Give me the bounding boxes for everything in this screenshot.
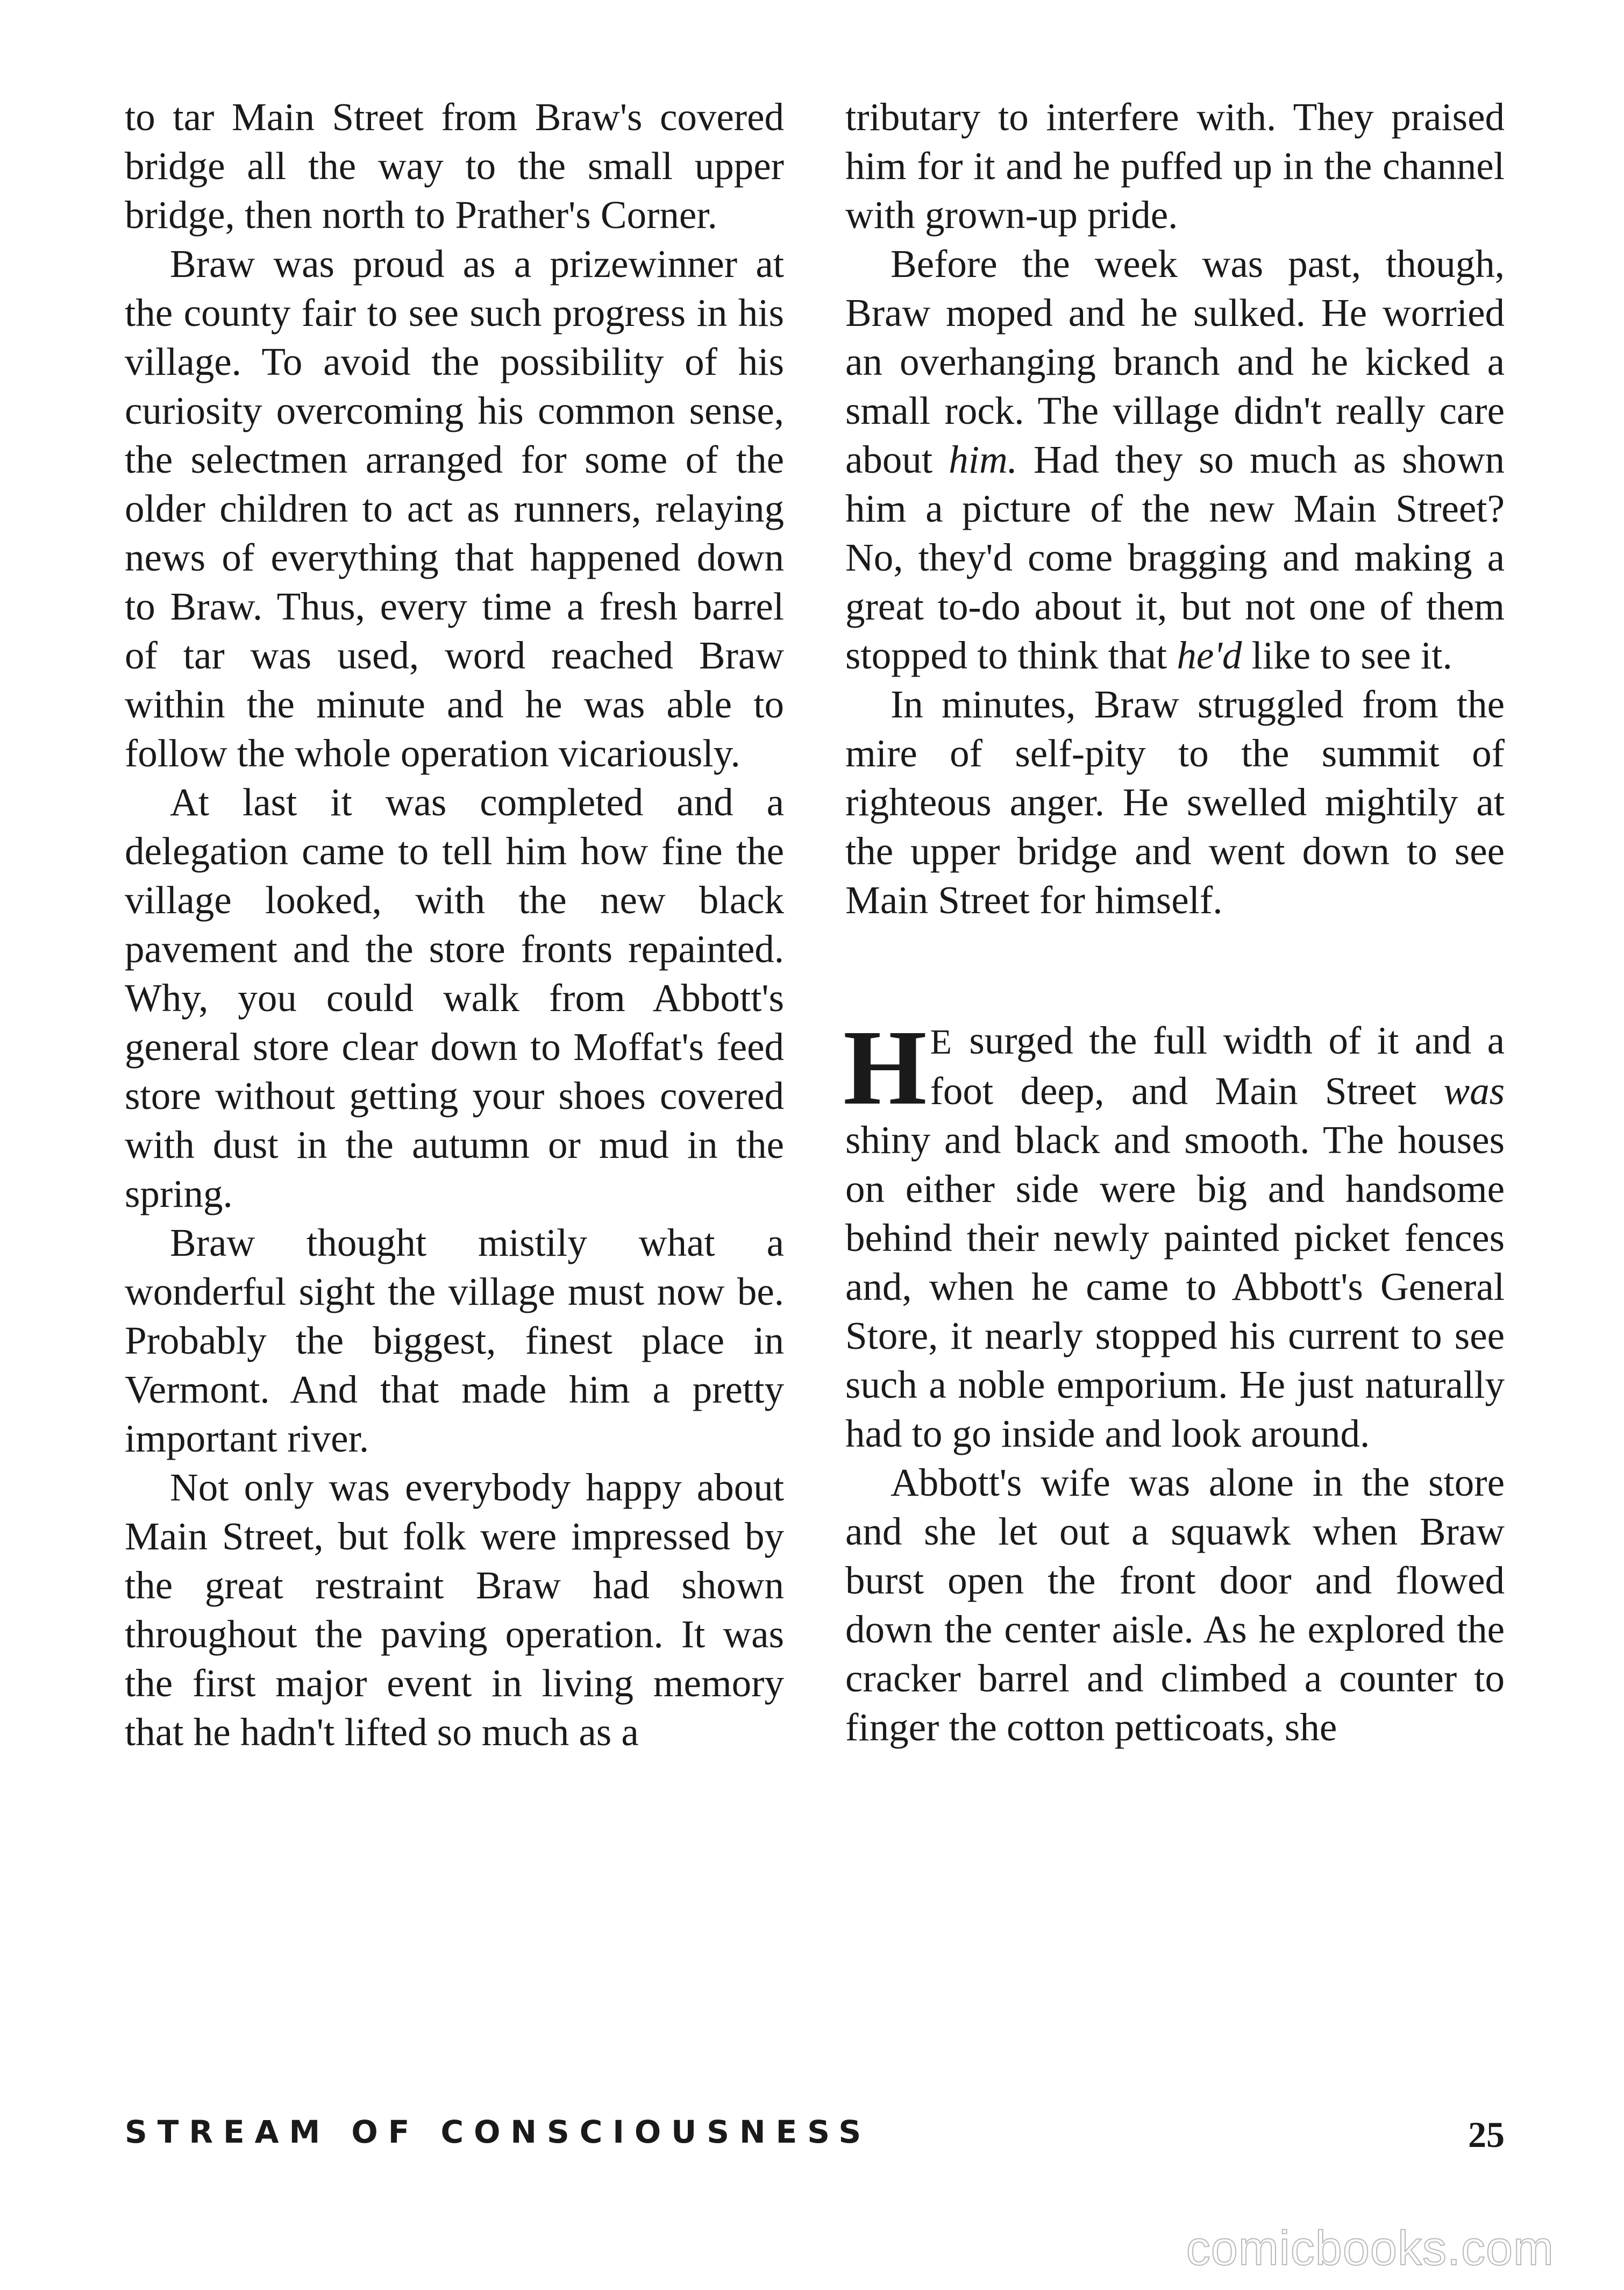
paragraph: In minutes, Braw struggled from the mire of self-pity to the summit of righteous anger. He swelled mightily at the upper bridge and went down to see Main Street for himself.: [845, 682, 1505, 922]
italic-text: him.: [949, 438, 1017, 481]
italic-text: he'd: [1177, 634, 1242, 677]
drop-cap: H: [843, 1008, 927, 1127]
section-break: [845, 924, 1505, 1016]
left-column: [125, 93, 784, 1756]
italic-text: was: [1443, 1069, 1505, 1113]
paragraph: Braw thought mistily what a wonderful sight the village must now be. Probably the biggest, finest place in Vermont. And that made him a pretty important river.: [125, 1221, 784, 1460]
text-run: Had they so much as shown him a picture of the new Main Street? No, they'd come bragging and making a great to-do about it, but not one of them stopped to think that: [845, 438, 1505, 677]
page-footer: [125, 2114, 1505, 2162]
paragraph: At last it was completed and a delegation came to tell him how fine the village looked, with the new black pavement and the store fronts repainted. Why, you could walk from Abbott's general store clear down to Moffat's feed store without getting your shoes covered with dust in the autumn or mud in the spring.: [125, 780, 784, 1215]
paragraph: [845, 239, 1505, 680]
right-column: [845, 93, 1505, 1752]
text-run: shiny and black and smooth. The houses on either side were big and handsome behind their newly painted picket fences and, when he came to Abbott's General Store, it nearly stopped his current to see such a noble emporium. He just naturally had to go inside and look around.: [845, 1118, 1505, 1455]
paragraph: Not only was everybody happy about Main Street, but folk were impressed by the great restraint Braw had shown throughout the paving operation. It was the first major event in living memory that he hadn't lifted so much as a: [125, 1466, 784, 1754]
paragraph: [843, 1008, 1505, 1458]
paragraph: Braw was proud as a prizewinner at the county fair to see such progress in his village. To avoid the possibility of his curiosity overcoming his common sense, the selectmen arranged for some of the older children to act as runners, relaying news of everything that happened down to Braw. Thus, every time a fresh barrel of tar was used, word reached Braw within the minute and he was able to follow the whole operation vicariously.: [125, 242, 784, 775]
page-number: 25: [1468, 2114, 1505, 2155]
watermark: comicbooks.com: [1186, 2222, 1554, 2275]
small-caps-text: E: [930, 1022, 953, 1062]
paragraph: to tar Main Street from Braw's covered bridge all the way to the small upper bridge, then north to Prather's Corner.: [125, 95, 784, 237]
text-run: Before the week was past, though, Braw moped and he sulked. He worried an overhanging branch and he kicked a small rock. The village didn't really care about: [845, 242, 1505, 481]
paragraph: Abbott's wife was alone in the store and she let out a squawk when Braw burst open the front door and flowed down the center aisle. As he explored the cracker barrel and climbed a counter to finger the cotton petticoats, she: [845, 1461, 1505, 1749]
running-title: STREAM OF CONSCIOUSNESS: [125, 2114, 872, 2150]
text-run: surged the full width of it and a foot deep, and Main Street: [930, 1019, 1505, 1113]
text-run: like to see it.: [1251, 634, 1452, 677]
paragraph: tributary to interfere with. They praised him for it and he puffed up in the channel with grown-up pride.: [845, 95, 1505, 237]
